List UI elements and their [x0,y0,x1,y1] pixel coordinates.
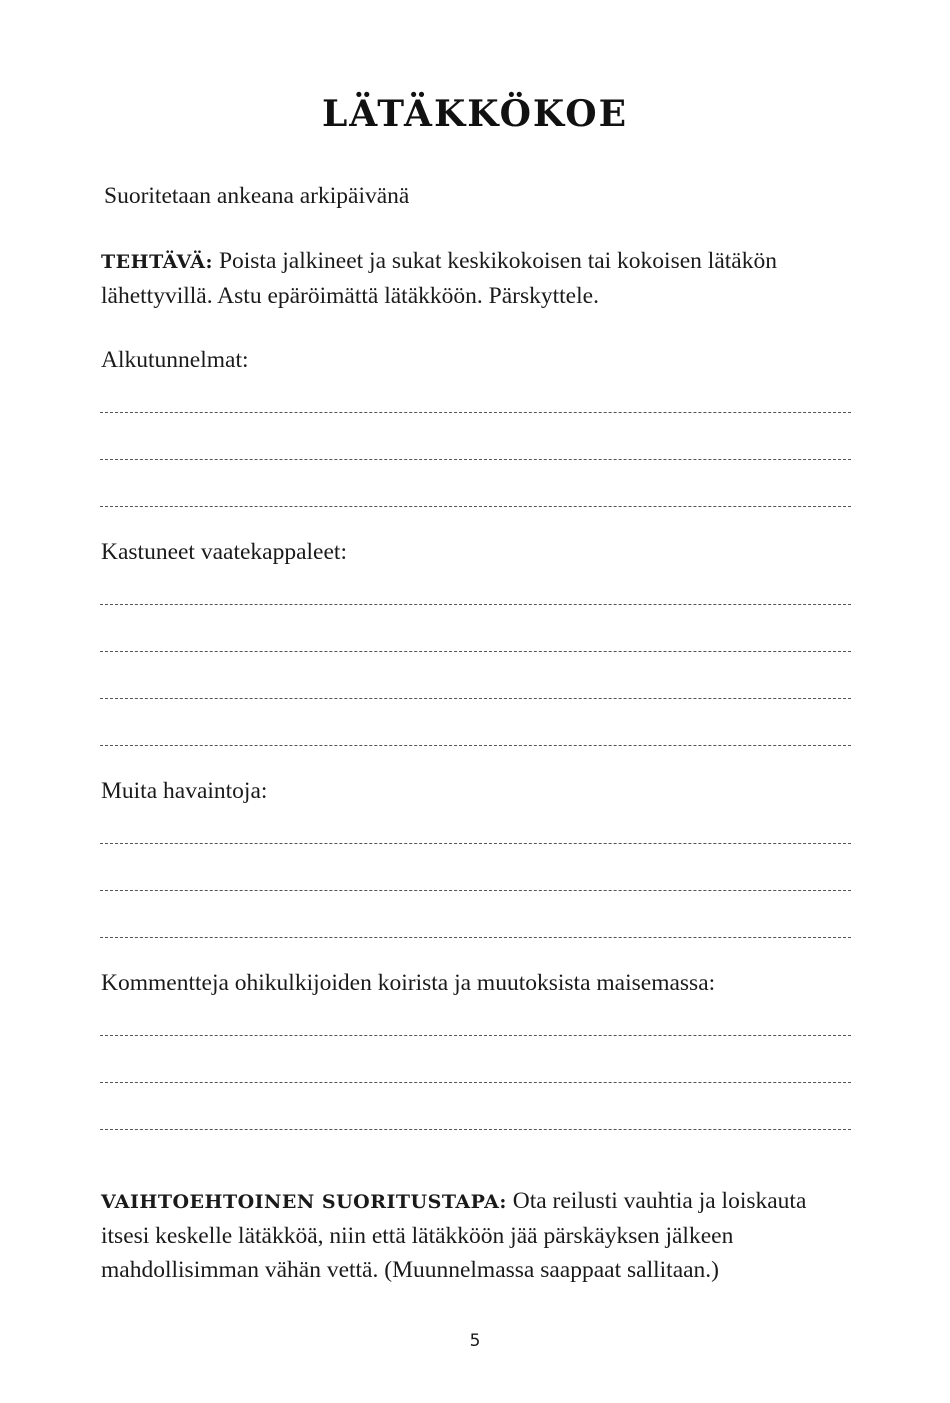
answer-line[interactable] [100,843,851,844]
answer-line[interactable] [100,1035,851,1036]
alternative-line-2: itsesi keskelle lätäkköä, niin että lätäkköön jää pärskäyksen jälkeen [101,1223,734,1249]
task-label: TEHTÄVÄ: [101,251,214,273]
subtitle: Suoritetaan ankeana arkipäivänä [104,183,410,209]
answer-line[interactable] [100,1129,851,1130]
page-number: 5 [469,1331,481,1351]
page-title: LÄTÄKKÖKOE [321,93,629,135]
answer-line[interactable] [100,745,851,746]
answer-line[interactable] [100,459,851,460]
answer-line[interactable] [100,604,851,605]
answer-line[interactable] [100,651,851,652]
answer-line[interactable] [100,698,851,699]
alternative-line-3: mahdollisimman vähän vettä. (Muunnelmassa saappaat sallitaan.) [101,1257,719,1283]
answer-line[interactable] [100,506,851,507]
task-paragraph [101,244,861,313]
alternative-label: VAIHTOEHTOINEN SUORITUSTAPA: [101,1191,507,1213]
answer-line[interactable] [100,890,851,891]
answer-line[interactable] [100,1082,851,1083]
alternative-paragraph [101,1184,861,1287]
answer-line[interactable] [100,937,851,938]
section-label-kommentteja: Kommentteja ohikulkijoiden koirista ja muutoksista maisemassa: [101,970,716,996]
section-label-kastuneet-vaatekappaleet: Kastuneet vaatekappaleet: [101,539,347,565]
task-line-1: Poista jalkineet ja sukat keskikokoisen tai kokoisen lätäkön [213,248,777,274]
section-label-muita-havaintoja: Muita havaintoja: [101,778,268,804]
answer-line[interactable] [100,412,851,413]
alternative-line-1: Ota reilusti vauhtia ja loiskauta [506,1188,807,1214]
section-label-alkutunnelmat: Alkutunnelmat: [101,347,249,373]
task-line-2: lähettyvillä. Astu epäröimättä lätäkköön. Pärskyttele. [101,283,599,309]
